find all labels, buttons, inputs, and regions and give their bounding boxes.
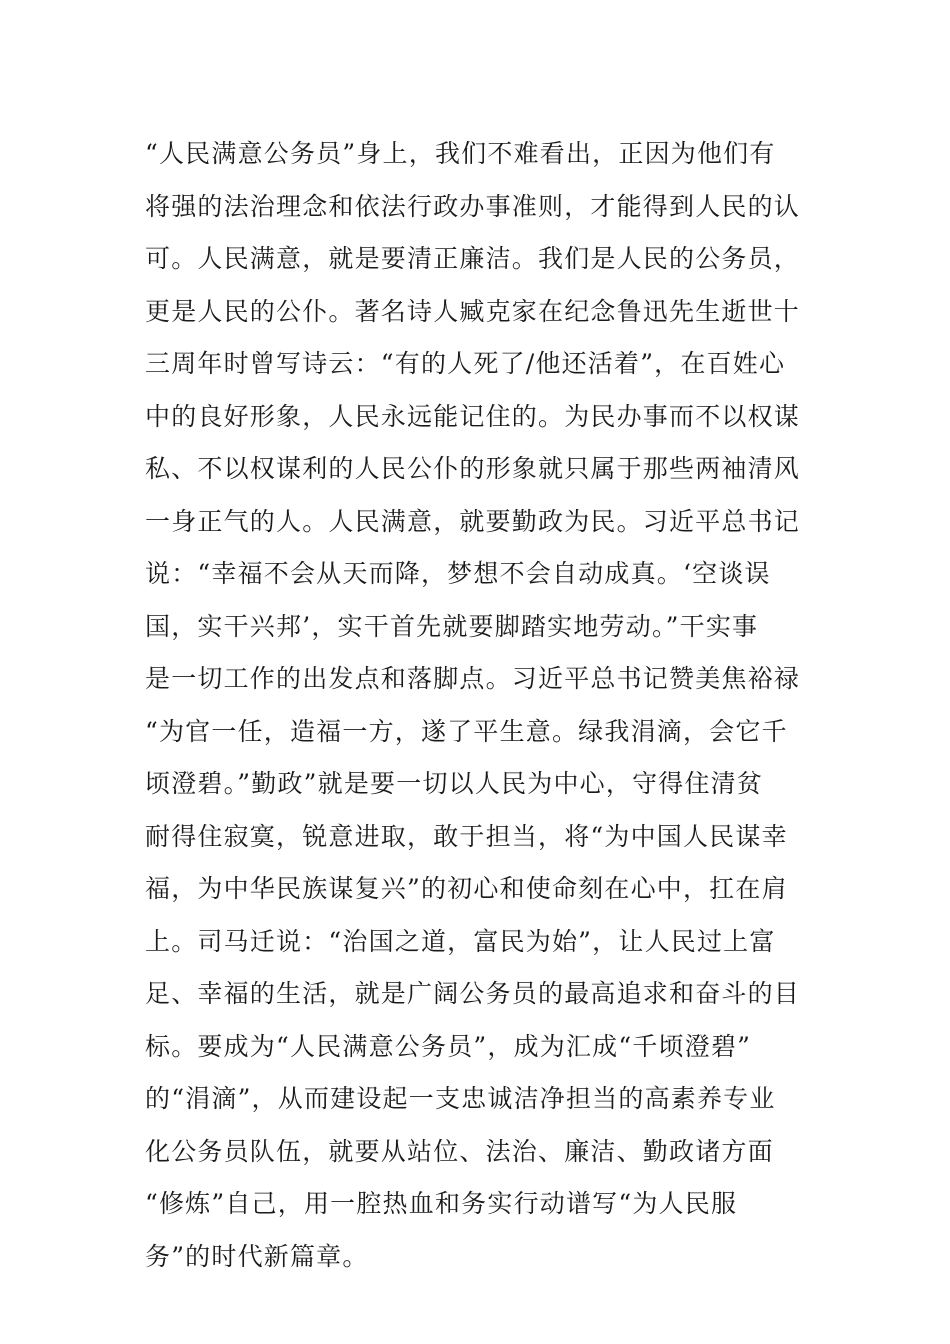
paragraph-line: 一身正气的人。人民满意，就要勤政为民。习近平总书记 bbox=[145, 506, 801, 536]
paragraph-line: 耐得住寂寞，锐意进取，敢于担当，将“为中国人民谋幸 bbox=[145, 821, 788, 851]
paragraph-line: 将强的法治理念和依法行政办事准则，才能得到人民的认 bbox=[145, 191, 801, 221]
paragraph-line: 中的良好形象，人民永远能记住的。为民办事而不以权谋 bbox=[145, 401, 801, 431]
paragraph-line: 可。人民满意，就是要清正廉洁。我们是人民的公务员， bbox=[145, 244, 801, 273]
paragraph-line: 私、不以权谋利的人民公仆的形象就只属于那些两袖清风 bbox=[145, 454, 801, 483]
body-paragraph bbox=[145, 128, 825, 1283]
paragraph-line: 国，实干兴邦’，实干首先就要脚踏实地劳动。”干实事 bbox=[145, 611, 759, 641]
paragraph-line: 三周年时曾写诗云：“有的人死了/他还活着”，在百姓心 bbox=[145, 349, 786, 378]
paragraph-line: “为官一任，造福一方，遂了平生意。绿我涓滴，会它千 bbox=[145, 716, 788, 746]
paragraph-line: 顷澄碧。”勤政”就是要一切以人民为中心，守得住清贫 bbox=[145, 769, 764, 798]
paragraph-line: 上。司马迁说：“治国之道，富民为始”，让人民过上富 bbox=[145, 926, 776, 956]
paragraph-line: 化公务员队伍，就要从站位、法治、廉洁、勤政诸方面 bbox=[145, 1136, 774, 1166]
paragraph-line: “修炼”自己，用一腔热血和务实行动谱写“为人民服 bbox=[145, 1189, 738, 1218]
paragraph-line: 务”的时代新篇章。 bbox=[145, 1241, 369, 1271]
paragraph-line: 是一切工作的出发点和落脚点。习近平总书记赞美焦裕禄 bbox=[145, 664, 801, 693]
paragraph-line: 标。要成为“人民满意公务员”，成为汇成“千顷澄碧” bbox=[145, 1031, 752, 1061]
paragraph-line: 说：“幸福不会从天而降，梦想不会自动成真。‘空谈误 bbox=[145, 559, 771, 588]
paragraph-line: 的“涓滴”，从而建设起一支忠诚洁净担当的高素养专业 bbox=[145, 1084, 776, 1113]
paragraph-line: “人民满意公务员”身上，我们不难看出，正因为他们有 bbox=[145, 139, 776, 168]
paragraph-line: 福，为中华民族谋复兴”的初心和使命刻在心中，扛在肩 bbox=[145, 874, 788, 903]
paragraph-line: 更是人民的公仆。著名诗人臧克家在纪念鲁迅先生逝世十 bbox=[145, 296, 801, 326]
paragraph-line: 足、幸福的生活，就是广阔公务员的最高追求和奋斗的目 bbox=[145, 979, 801, 1008]
